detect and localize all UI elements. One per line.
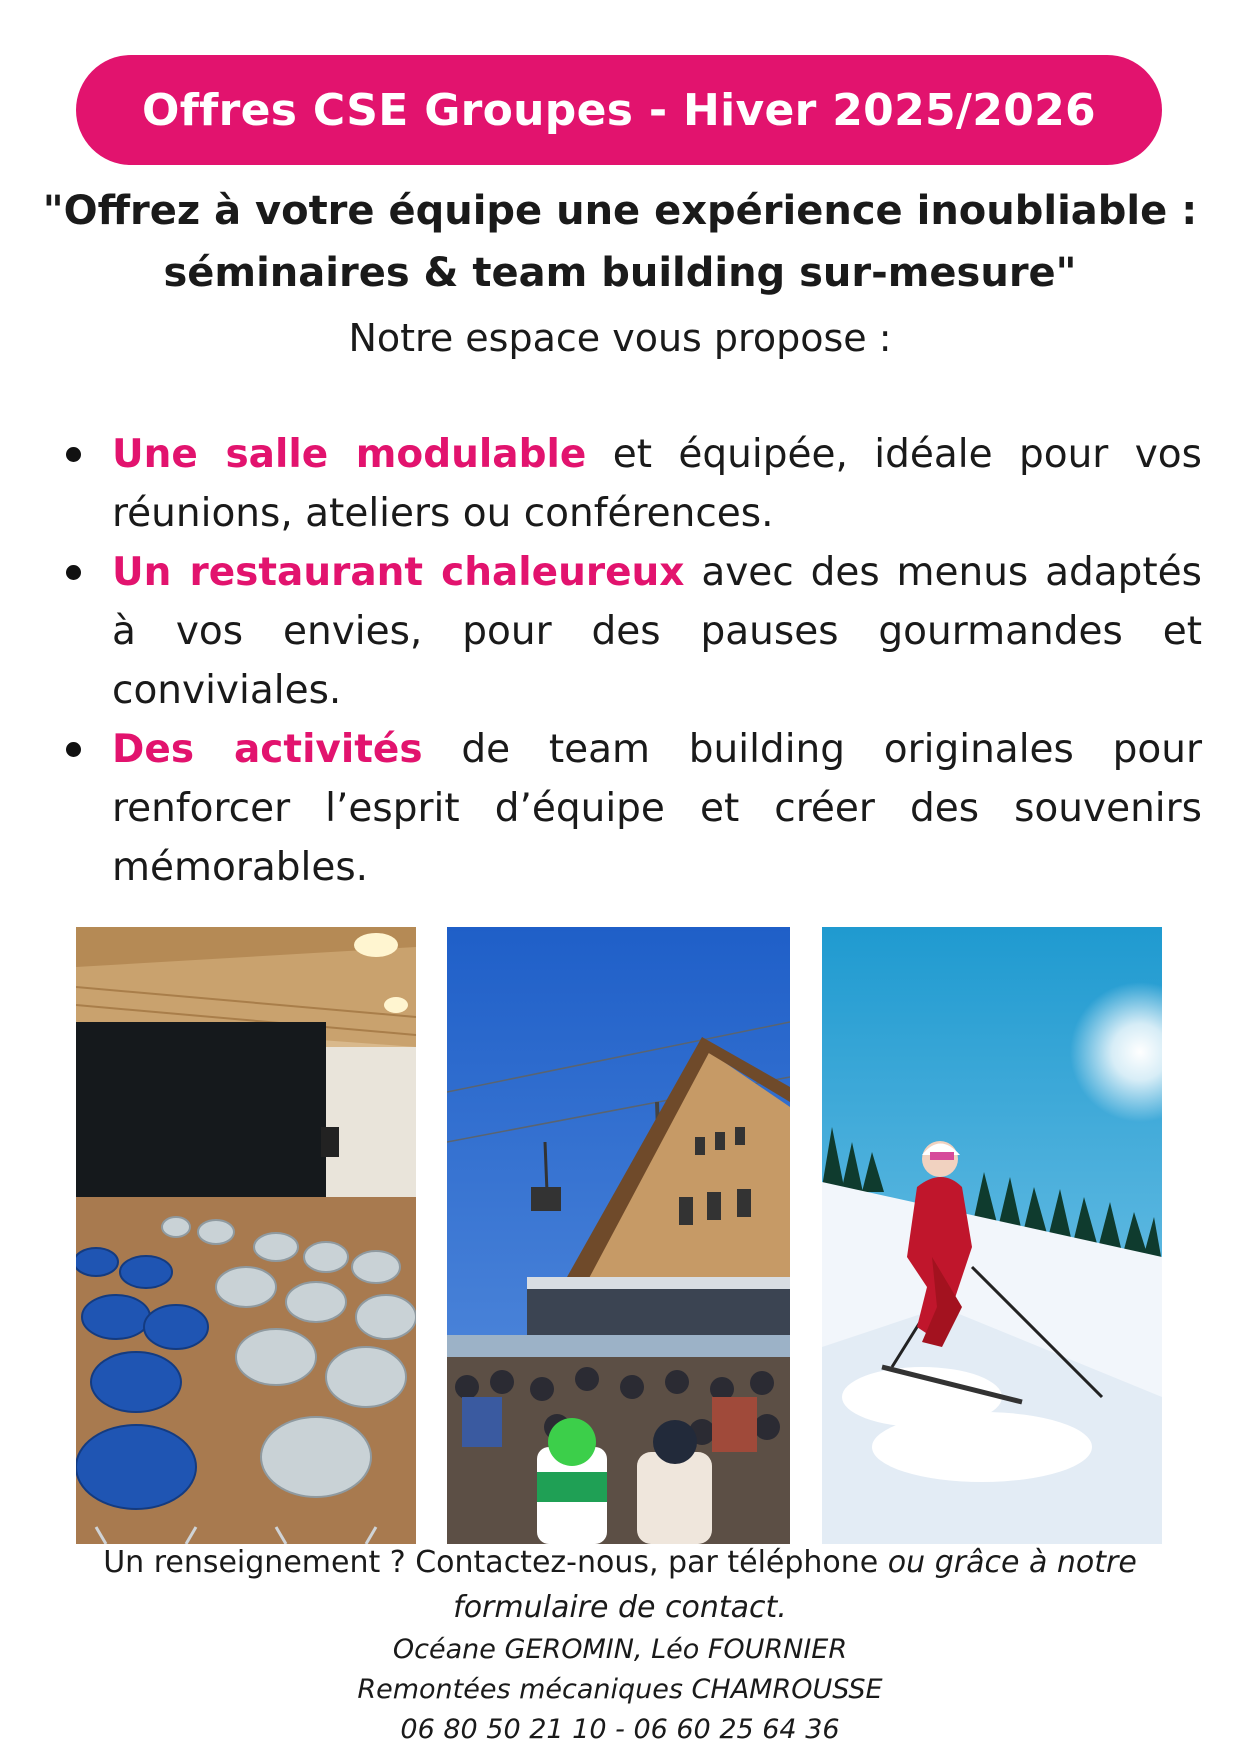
conference-room-photo [76,927,416,1544]
contact-info [60,1540,1180,1630]
offer-text: avec des menus adaptés à vos envies, pour des pauses gourmandes et conviviales. [112,550,1202,713]
tagline-line-1: "Offrez à votre équipe une expérience inoubliable : [42,188,1198,234]
offer-item-room [112,425,1202,543]
tagline-line-2: séminaires & team building sur-mesure" [163,250,1077,296]
photo-strip [0,927,1240,1544]
contact-names: Océane GEROMIN, Léo FOURNIER [392,1634,848,1665]
bullet-icon [66,565,81,580]
offer-highlight: Un restaurant chaleureux [112,550,685,595]
phone-numbers: 06 80 50 21 10 - 06 60 25 64 36 [400,1714,840,1745]
contact-form-link[interactable]: formulaire de contact. [453,1590,787,1625]
signature-block [20,1630,1220,1750]
page-title: Offres CSE Groupes - Hiver 2025/2026 [142,84,1096,136]
title-banner [76,55,1162,165]
contact-form-text: ou grâce à notre [887,1545,1137,1580]
offer-text: de team building originales pour renforcer l’esprit d’équipe et créer des souvenirs mémorables. [112,727,1202,890]
contact-text: Un renseignement ? Contactez-nous, par téléphone [103,1545,888,1580]
skier-photo [822,927,1162,1544]
restaurant-terrace-photo [447,927,790,1544]
bullet-icon [66,447,81,462]
intro-text: Notre espace vous propose : [348,316,892,360]
offer-item-restaurant [112,543,1202,720]
tagline [20,180,1220,304]
bullet-icon [66,742,81,757]
offers-list [112,425,1202,897]
company-name: Remontées mécaniques CHAMROUSSE [357,1674,883,1705]
offer-highlight: Une salle modulable [112,432,587,477]
offer-item-activities [112,720,1202,897]
offer-highlight: Des activités [112,727,423,772]
offer-text: et équipée, idéale pour vos réunions, ateliers ou conférences. [112,432,1202,536]
